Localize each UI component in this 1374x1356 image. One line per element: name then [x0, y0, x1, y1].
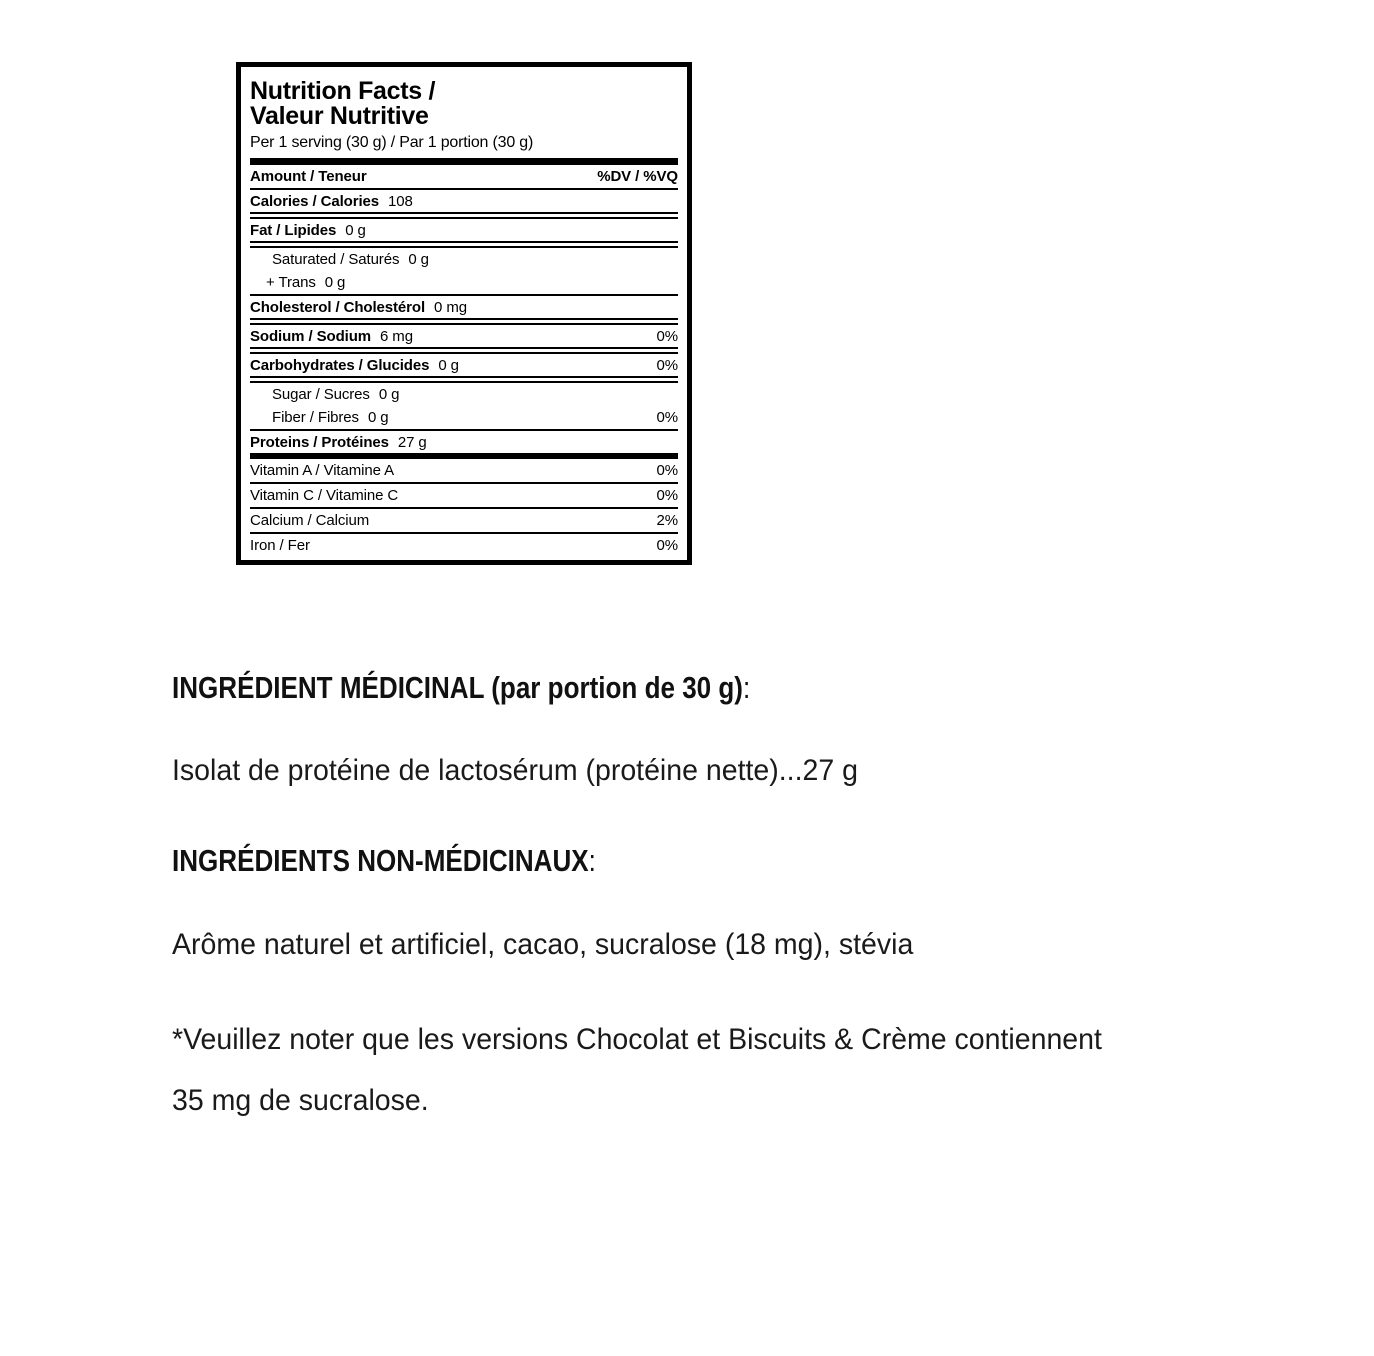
nutrient-dv: 2% — [656, 512, 678, 529]
nutrient-name: Carbohydrates / Glucides — [250, 356, 430, 374]
nutrient-name: Iron / Fer — [250, 537, 310, 554]
nutrient-amount: 0 g — [345, 221, 366, 239]
nutrient-name: Fat / Lipides — [250, 221, 337, 239]
nutrition-row-sugar — [250, 383, 678, 406]
divider — [250, 347, 678, 354]
nutrient-name: Sodium / Sodium — [250, 327, 371, 345]
nutrient-amount: 0 g — [324, 274, 346, 291]
medicinal-ingredient-heading-text: INGRÉDIENT MÉDICINAL (par portion de 30 g) — [172, 670, 743, 705]
heading-colon: : — [588, 843, 596, 878]
nutrition-row-vitamin-c — [250, 484, 678, 507]
nutrient-amount: 0 g — [378, 386, 400, 403]
nutrient-dv: 0% — [656, 356, 678, 374]
nutrition-row-fat — [250, 219, 678, 241]
nutrient-amount: 0 g — [367, 409, 389, 426]
nutrition-row-carbohydrates — [250, 354, 678, 376]
nutrient-dv: 0% — [656, 487, 678, 504]
nutrient-dv: 0% — [656, 537, 678, 554]
thick-divider-bar — [250, 158, 678, 165]
nutrition-facts-title-fr: Valeur Nutritive — [250, 102, 429, 130]
nutrient-dv: 0% — [656, 462, 678, 479]
nutrient-name: Cholesterol / Cholestérol — [250, 298, 426, 316]
medicinal-ingredient-text: Isolat de protéine de lactosérum (protéine nette)...27 g — [172, 754, 859, 787]
nutrient-amount: 0 g — [408, 251, 429, 268]
divider — [250, 318, 678, 325]
nutrient-amount: 27 g — [397, 433, 427, 451]
heading-colon: : — [742, 670, 751, 705]
nutrition-row-saturated — [250, 248, 678, 271]
nutrient-name: Vitamin A / Vitamine A — [250, 462, 394, 479]
sucralose-note-line2: 35 mg de sucralose. — [172, 1084, 429, 1117]
nutrition-row-trans — [250, 271, 678, 294]
nutrient-dv: 0% — [656, 327, 678, 345]
serving-size-text: Per 1 serving (30 g) / Par 1 portion (30 g) — [250, 134, 534, 151]
divider — [250, 376, 678, 383]
nutrient-amount: 6 mg — [380, 327, 413, 345]
nutrition-row-fiber — [250, 406, 678, 429]
non-medicinal-ingredients-heading-text: INGRÉDIENTS NON-MÉDICINAUX — [172, 843, 589, 878]
nutrition-row-sodium — [250, 325, 678, 347]
medicinal-ingredient-heading — [172, 670, 750, 706]
nutrient-name: Fiber / Fibres — [272, 409, 359, 426]
nutrient-amount: 108 — [388, 192, 413, 210]
nutrient-amount: 0 g — [438, 356, 459, 374]
nutrient-name: + Trans — [266, 274, 316, 291]
nutrient-name: Calories / Calories — [250, 192, 379, 210]
nutrition-row-vitamin-a — [250, 459, 678, 482]
nutrient-name: Vitamin C / Vitamine C — [250, 487, 399, 504]
divider — [250, 241, 678, 248]
nutrient-name: Sugar / Sucres — [272, 386, 370, 403]
amount-header-label: Amount / Teneur — [250, 168, 367, 185]
nutrition-row-calories — [250, 190, 678, 212]
nutrition-facts-table — [236, 62, 692, 565]
daily-value-header-label: %DV / %VQ — [597, 168, 678, 185]
non-medicinal-ingredients-heading — [172, 843, 596, 879]
nutrient-dv: 0% — [656, 409, 678, 426]
nutrition-row-proteins — [250, 431, 678, 453]
nutrition-row-calcium — [250, 509, 678, 532]
nutrient-name: Saturated / Saturés — [272, 251, 400, 268]
nutrient-amount: 0 mg — [434, 298, 467, 316]
amount-header-row — [250, 165, 678, 188]
nutrition-facts-title — [250, 79, 678, 129]
non-medicinal-ingredients-text: Arôme naturel et artificiel, cacao, sucralose (18 mg), stévia — [172, 928, 914, 961]
sucralose-note-line1: *Veuillez noter que les versions Chocolat et Biscuits & Crème contiennent — [172, 1023, 1102, 1056]
divider — [250, 212, 678, 219]
nutrient-name: Proteins / Protéines — [250, 433, 389, 451]
nutrient-name: Calcium / Calcium — [250, 512, 370, 529]
nutrition-facts-title-en: Nutrition Facts / — [250, 77, 436, 105]
nutrition-row-iron — [250, 534, 678, 557]
nutrition-row-cholesterol — [250, 296, 678, 318]
